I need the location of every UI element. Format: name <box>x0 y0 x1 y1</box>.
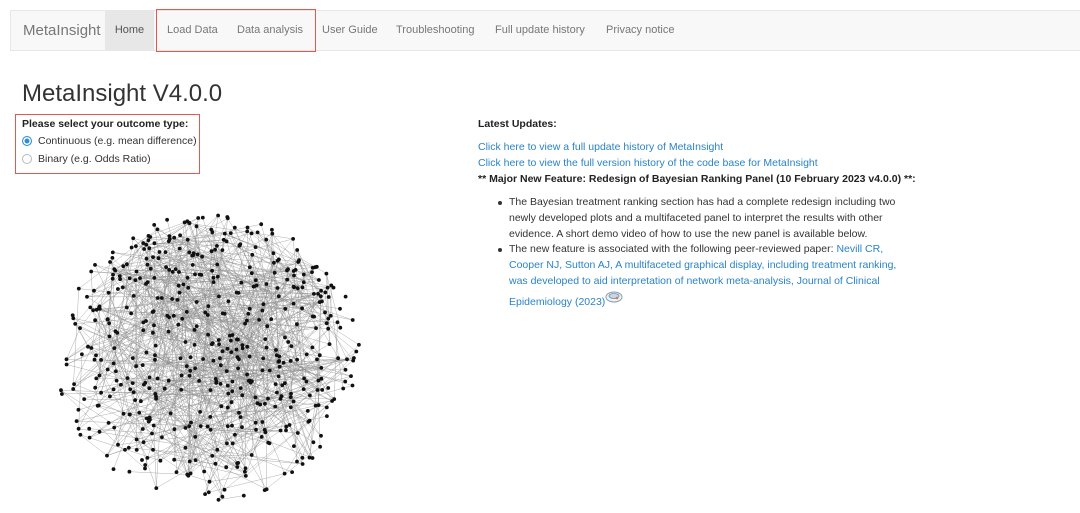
latest-updates-heading: Latest Updates: <box>478 118 557 130</box>
network-graph-image <box>40 208 380 508</box>
bullet1-line3: evidence. A short demo video of how to use the new panel is available below. <box>509 228 868 240</box>
radio-label-continuous: Continuous (e.g. mean difference) <box>38 135 197 147</box>
page-title: MetaInsight V4.0.0 <box>22 80 223 107</box>
nav-tab-full-update-history[interactable]: Full update history <box>495 24 585 36</box>
top-navbar <box>10 10 1080 51</box>
bullet2-text <box>509 243 883 255</box>
radio-label-binary: Binary (e.g. Odds Ratio) <box>38 153 151 165</box>
outcome-type-label: Please select your outcome type: <box>22 118 189 130</box>
bullet1-line1: The Bayesian treatment ranking section has had a complete redesign including two <box>509 196 896 208</box>
bullet-dot <box>498 201 502 205</box>
nav-tab-load-data[interactable]: Load Data <box>167 24 218 36</box>
nav-tab-troubleshooting[interactable]: Troubleshooting <box>396 24 475 36</box>
brand-logo[interactable]: MetaInsight <box>23 22 101 39</box>
radio-button-selected[interactable] <box>22 136 32 146</box>
altmetric-badge-icon[interactable] <box>605 291 623 303</box>
nav-tab-home[interactable]: Home <box>105 11 154 50</box>
bullet1-line2: newly developed plots and a multifaceted panel to interpret the results with other <box>509 212 883 224</box>
bullet2-intro: The new feature is associated with the following peer-reviewed paper: <box>509 243 837 255</box>
paper-link-part3[interactable]: was developed to aid interpretation of network meta-analysis, Journal of Clinical <box>509 275 880 287</box>
bullet-dot <box>498 248 502 252</box>
radio-option-continuous[interactable] <box>22 133 197 149</box>
nav-tab-user-guide[interactable]: User Guide <box>322 24 378 36</box>
paper-link-part4[interactable]: Epidemiology (2023) <box>509 296 606 308</box>
paper-link-part1[interactable]: Nevill CR, <box>836 243 884 255</box>
version-history-link[interactable]: Click here to view the full version history of the code base for MetaInsight <box>478 157 818 169</box>
paper-link-part2[interactable]: Cooper NJ, Sutton AJ, A multifaceted graphical display, including treatment ranking, <box>509 259 897 271</box>
radio-button[interactable] <box>22 154 32 164</box>
nav-tab-privacy-notice[interactable]: Privacy notice <box>606 24 675 36</box>
nav-tab-data-analysis[interactable]: Data analysis <box>237 24 304 36</box>
radio-option-binary[interactable] <box>22 151 151 167</box>
major-feature-title: ** Major New Feature: Redesign of Bayesian Ranking Panel (10 February 2023 v4.0.0) **: <box>478 173 916 185</box>
update-history-link[interactable]: Click here to view a full update history of MetaInsight <box>478 141 724 153</box>
